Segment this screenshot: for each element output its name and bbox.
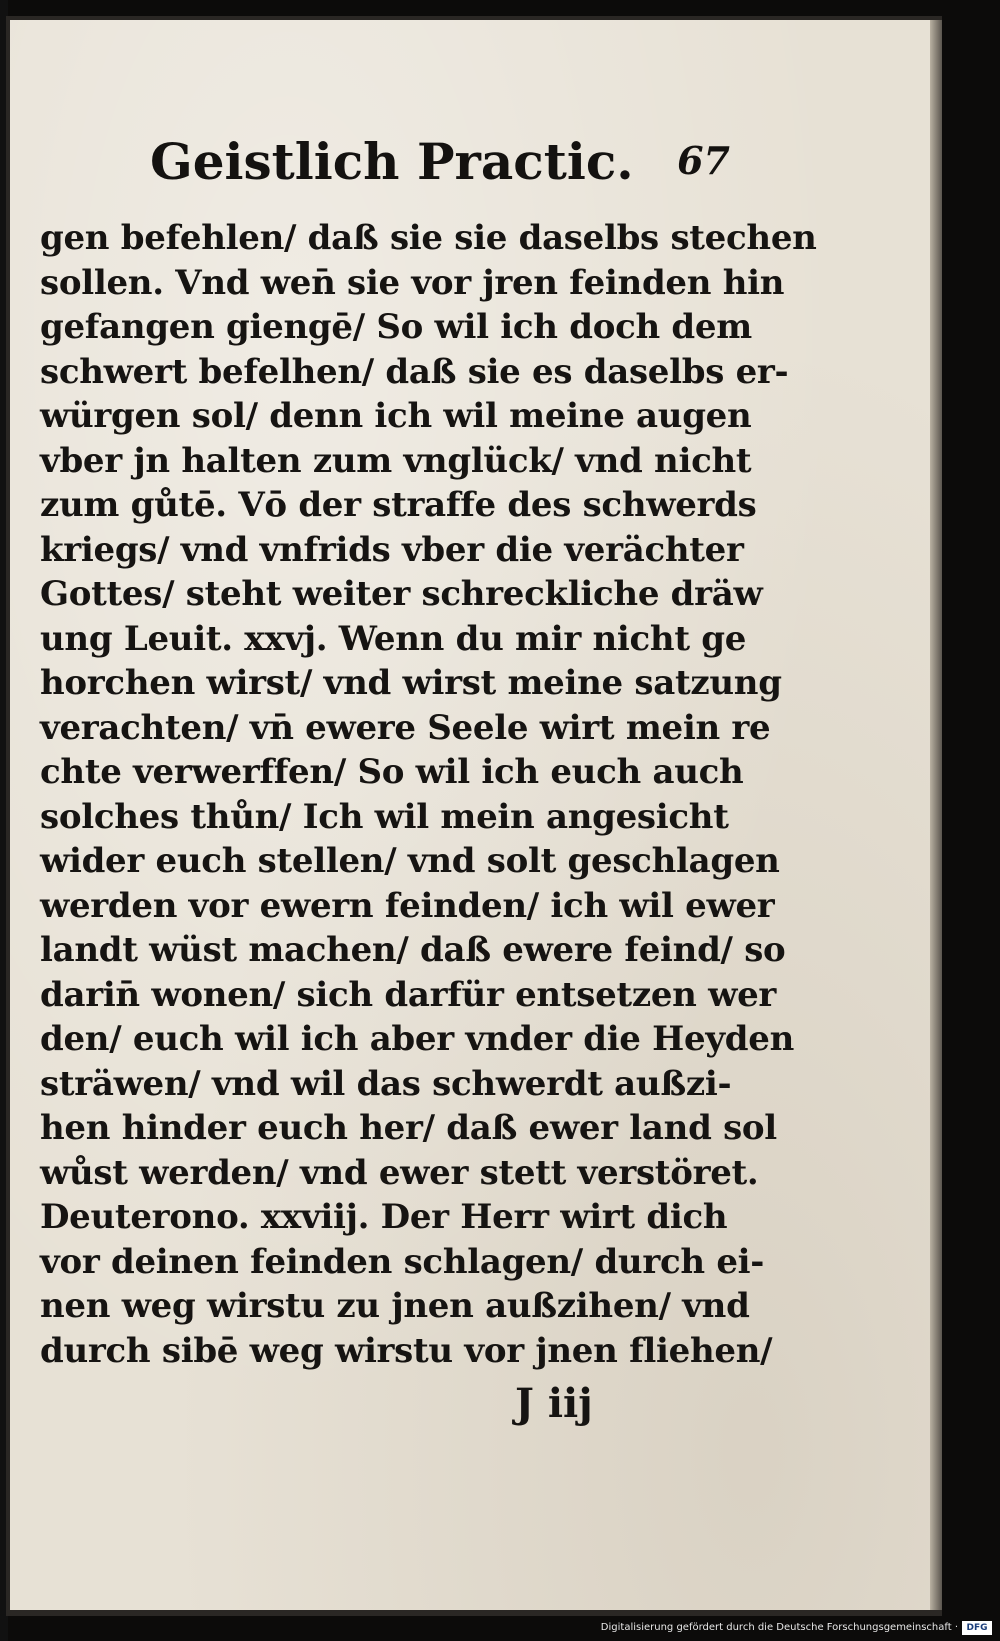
- text-line: den/ euch wil ich aber vnder die Heyden: [40, 1019, 795, 1059]
- text-line: landt wüst machen/ daß ewere feind/ so: [40, 930, 786, 970]
- text-line: sträwen/ vnd wil das schwerdt außzi-: [40, 1063, 732, 1104]
- text-line: sollen. Vnd wen̄ sie vor jren feinden hin: [40, 262, 785, 303]
- text-line: zum gůtē. Vō der straffe des schwerds: [40, 485, 757, 525]
- text-line: vber jn halten zum vnglück/ vnd nicht: [40, 440, 752, 481]
- text-line: würgen sol/ denn ich wil meine augen: [40, 396, 752, 436]
- text-line: chte verwerffen/ So wil ich euch auch: [40, 752, 744, 792]
- text-line: schwert befelhen/ daß sie es daselbs er-: [40, 351, 789, 392]
- signature-mark: J iij: [515, 1380, 593, 1427]
- dfg-logo: DFG: [962, 1621, 992, 1635]
- digitization-credit: Digitalisierung gefördert durch die Deutsche Forschungsgemeinschaft ·: [600, 1622, 958, 1633]
- book-page: [10, 20, 940, 1610]
- text-line: wider euch stellen/ vnd solt geschlagen: [40, 841, 780, 881]
- body-text: [40, 216, 817, 1373]
- running-title: Geistlich Practic.: [150, 132, 634, 191]
- text-line: wůst werden/ vnd ewer stett verstöret.: [40, 1152, 759, 1193]
- text-line: horchen wirst/ vnd wirst meine satzung: [40, 663, 782, 703]
- page-edge: [930, 20, 942, 1610]
- text-line: Deuterono. xxviij. Der Herr wirt dich: [40, 1197, 728, 1237]
- page-header: [140, 132, 740, 206]
- text-line: ung Leuit. xxvj. Wenn du mir nicht ge: [40, 618, 747, 659]
- text-line: vor deinen feinden schlagen/ durch ei-: [40, 1241, 765, 1282]
- page-number: 67: [677, 138, 730, 183]
- text-line: durch sibē weg wirstu vor jnen fliehen/: [40, 1330, 773, 1371]
- text-line: gen befehlen/ daß sie sie daselbs stechen: [40, 218, 817, 258]
- text-line: darin̄ wonen/ sich darfür entsetzen wer: [40, 974, 777, 1015]
- text-line: solches thůn/ Ich wil mein angesicht: [40, 796, 729, 837]
- text-line: kriegs/ vnd vnfrids vber die verächter: [40, 529, 744, 570]
- text-line: verachten/ vn̄ ewere Seele wirt mein re: [40, 707, 771, 748]
- text-line: hen hinder euch her/ daß ewer land sol: [40, 1108, 777, 1148]
- text-line: nen weg wirstu zu jnen außzihen/ vnd: [40, 1286, 750, 1326]
- text-line: gefangen giengē/ So wil ich doch dem: [40, 307, 752, 347]
- text-line: Gottes/ steht weiter schreckliche dräw: [40, 574, 763, 614]
- text-line: werden vor ewern feinden/ ich wil ewer: [40, 885, 775, 926]
